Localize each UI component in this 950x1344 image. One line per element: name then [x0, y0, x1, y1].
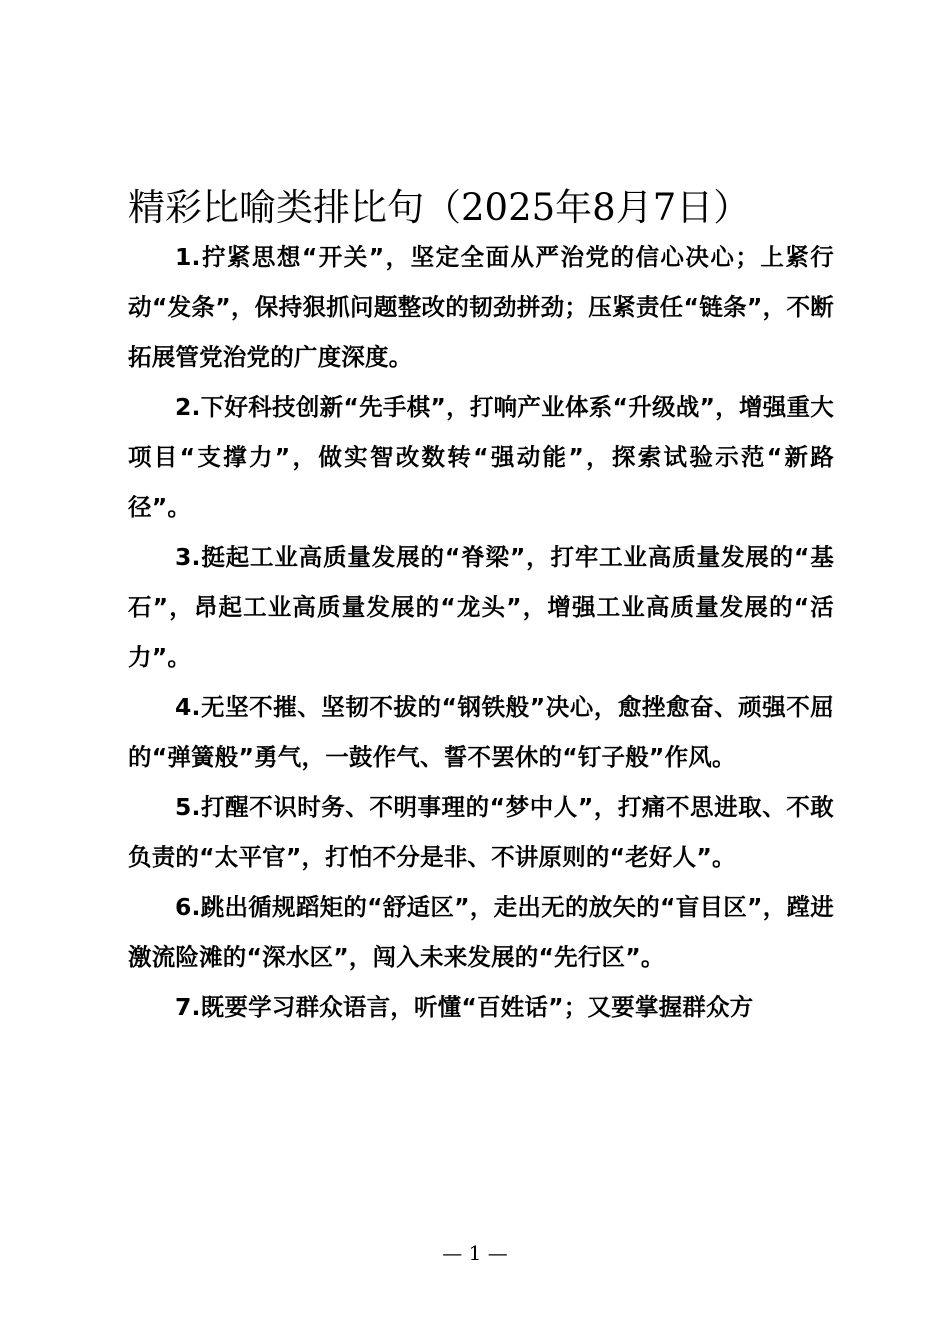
paragraph-3: 3.挺起工业高质量发展的“脊梁”，打牢工业高质量发展的“基石”，昂起工业高质量发展的“龙头”，增强工业高质量发展的“活力”。 — [128, 543, 834, 671]
paragraph-5: 5.打醒不识时务、不明事理的“梦中人”，打痛不思进取、不敢负责的“太平官”，打怕不分是非、不讲原则的“老好人”。 — [128, 793, 834, 871]
paragraph-4: 4.无坚不摧、坚韧不拔的“钢铁般”决心，愈挫愈奋、顽强不屈的“弹簧般”勇气，一鼓作气、誓不罢休的“钉子般”作风。 — [128, 693, 834, 771]
document-title: 精彩比喻类排比句（2025年8月7日） — [128, 186, 751, 229]
document-body — [128, 232, 834, 1032]
paragraph-2: 2.下好科技创新“先手棋”，打响产业体系“升级战”，增强重大项目“支撑力”，做实智改数转“强动能”，探索试验示范“新路径”。 — [128, 393, 834, 521]
paragraph-7: 7.既要学习群众语言，听懂“百姓话”；又要掌握群众方 — [175, 993, 754, 1021]
page-number: — 1 — — [442, 1241, 508, 1265]
paragraph-6: 6.跳出循规蹈矩的“舒适区”，走出无的放矢的“盲目区”，蹚进激流险滩的“深水区”，闯入未来发展的“先行区”。 — [128, 893, 834, 971]
paragraph-1: 1.拧紧思想“开关”，坚定全面从严治党的信心决心；上紧行动“发条”，保持狠抓问题整改的韧劲拼劲；压紧责任“链条”，不断拓展管党治党的广度深度。 — [128, 243, 834, 371]
